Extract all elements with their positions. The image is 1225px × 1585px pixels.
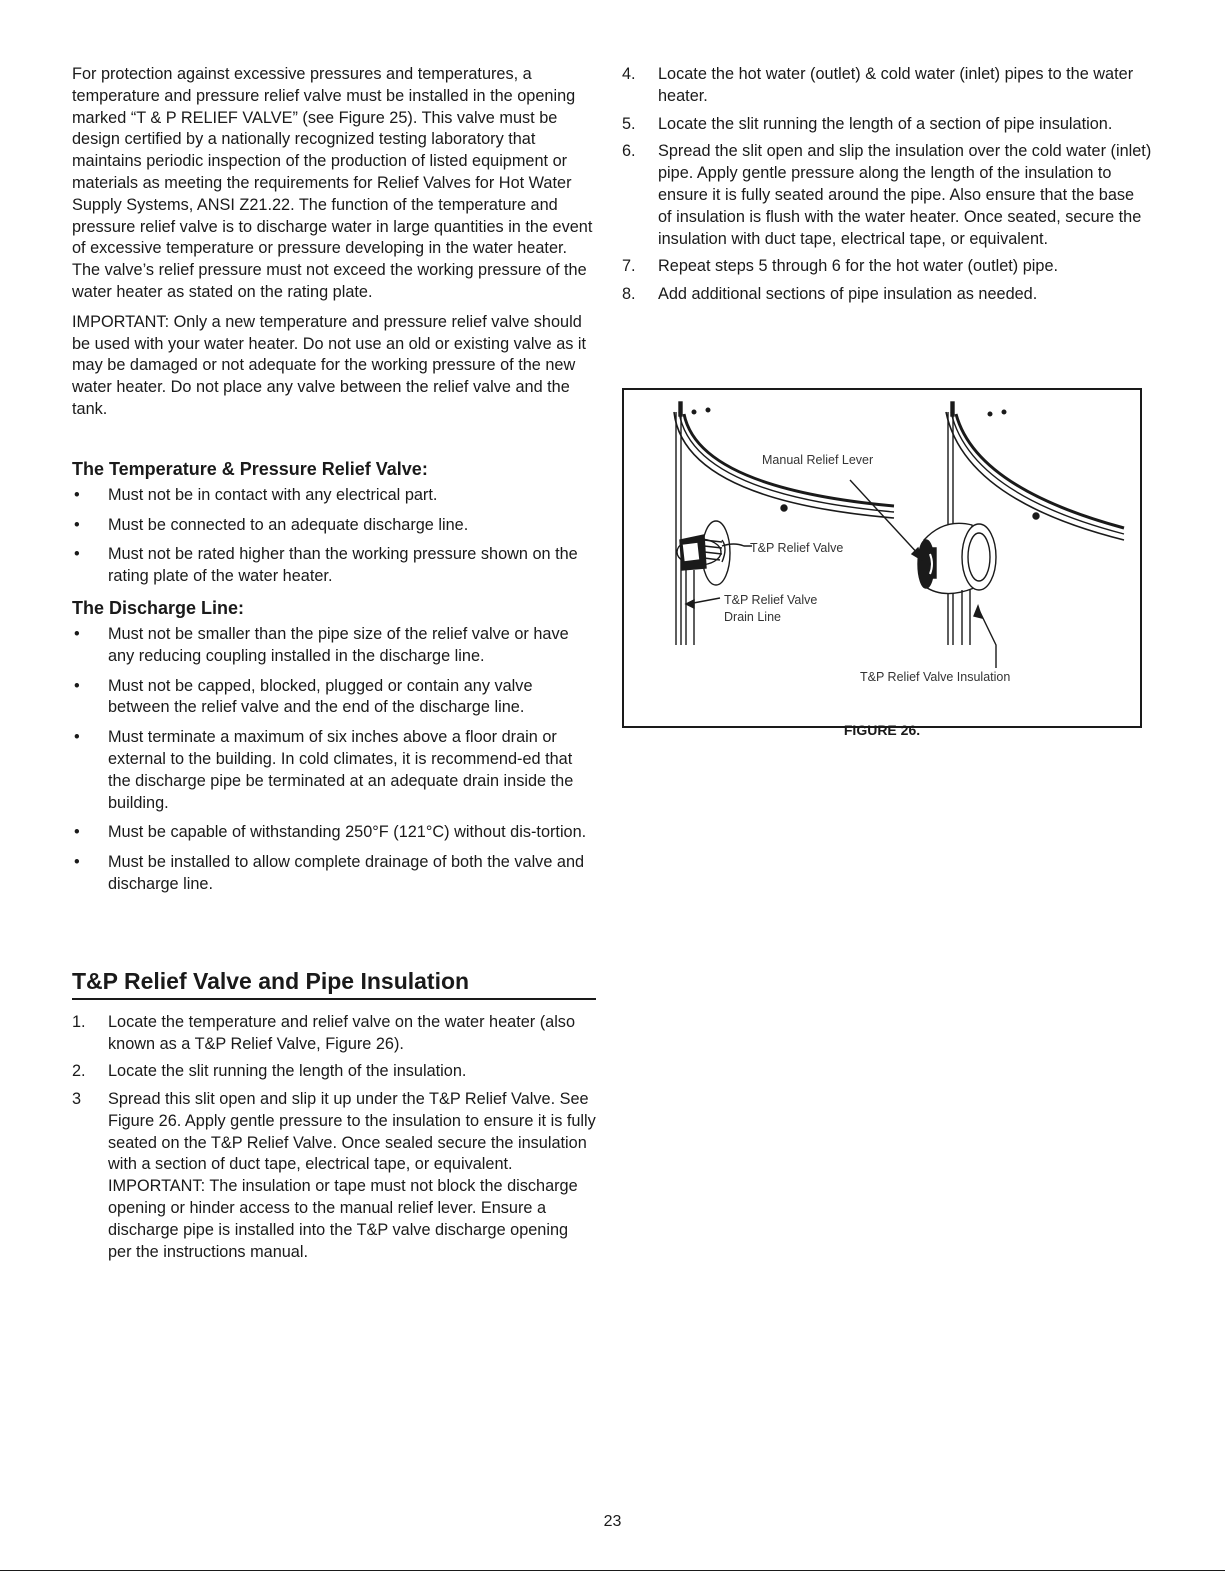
list-item: 2. Locate the slit running the length of the insulation. (72, 1062, 467, 1081)
left-tank-rivet (781, 505, 787, 511)
list-item: • Must not be in contact with any electrical part. (74, 485, 438, 504)
left-column (72, 64, 596, 1269)
label-manual-relief-lever: Manual Relief Lever (762, 453, 874, 467)
manual-lever-leader (850, 480, 920, 556)
right-drain-pipe (962, 590, 970, 645)
insulation-leader (980, 612, 996, 668)
list-item: 3 Spread this slit open and slip it up under the T&P Relief Valve. See Figure 26. Apply gentle pressure to the insulation to ensure it is fully seated on the T&P Relief Valve. Once sealed secure the insulation with a section of duct tape, electrical tape, or equivalent. IMPORTANT: The insulation or tape must not block the discharge opening or hinder access to the manual relief lever. Ensure a discharge pipe is installed into the T&P valve discharge opening per the instructions manual. (72, 1090, 596, 1261)
list-item: 7. Repeat steps 5 through 6 for the hot water (outlet) pipe. (622, 257, 1059, 276)
page-number: 23 (603, 1513, 622, 1530)
list-item: • Must be installed to allow complete drainage of both the valve and discharge line. (74, 853, 585, 893)
insulation-important-note: IMPORTANT: The insulation or tape must not block the discharge opening or hinder access to the manual relief lever. Ensure a discharge pipe is installed into the T&P valve discharge opening per the instructions manual. (108, 1177, 578, 1261)
right-tank-rivet (1033, 513, 1039, 519)
intro-paragraph: For protection against excessive pressures and temperatures, a temperature and pressure relief valve must be installed in the opening marked “T & P RELIEF VALVE” (see Figure 25). This valve must be design certified by a nationally recognized testing laboratory that maintains periodic inspection of the production of listed equipment or materials as meeting the requirements for Relief Valves for Hot Water Supply Systems, ANSI Z21.22. The function of the temperature and pressure relief valve is to discharge water in large quantities in the event of excessive temperature or pressure developing in the water heater. The valve’s relief pressure must not exceed the working pressure of the water heater as stated on the rating plate. (72, 65, 593, 301)
list-item: • Must not be capped, blocked, plugged or contain any valve between the relief valve and the end of the discharge line. (74, 676, 533, 717)
list-item: 4. Locate the hot water (outlet) & cold water (inlet) pipes to the water heater. (622, 65, 1134, 105)
list-item: 6. Spread the slit open and slip the insulation over the cold water (inlet) pipe. Apply gentle pressure along the length of the insulation to ensure it is fully seated around the pipe. Also ensure that the base of insulation is flush with the water heater. Once seated, secure the insulation with duct tape, electrical tape, or equivalent. (622, 142, 1152, 248)
label-tp-relief-valve: T&P Relief Valve (750, 541, 844, 555)
bottom-rule (0, 1570, 1225, 1571)
discharge-heading: The Discharge Line: (72, 597, 245, 618)
tp-valve-bullet-list (72, 485, 596, 588)
list-item: • Must not be rated higher than the working pressure shown on the rating plate of the water heater. (74, 545, 578, 586)
label-drain-line-1: T&P Relief Valve (724, 593, 818, 607)
figure-26 (622, 388, 1142, 738)
list-item: 5. Locate the slit running the length of a section of pipe insulation. (622, 114, 1113, 133)
insulation-step-list (72, 1012, 596, 1264)
tp-valve-leader (722, 544, 752, 546)
list-item: • Must terminate a maximum of six inches above a floor drain or external to the building. In cold climates, it is recommend-ed that the discharge pipe be terminated at an adequate drain inside the building. (74, 728, 574, 812)
list-item: 8. Add additional sections of pipe insulation as needed. (622, 285, 1038, 304)
right-column (622, 64, 1152, 312)
list-item: • Must not be smaller than the pipe size of the relief valve or have any reducing coupling installed in the discharge line. (74, 624, 569, 665)
tp-valve-heading: The Temperature & Pressure Relief Valve: (72, 458, 428, 479)
pipe-step-list (622, 64, 1152, 306)
list-item: 1. Locate the temperature and relief valve on the water heater (also known as a T&P Relief Valve, Figure 26). (72, 1012, 576, 1053)
important-paragraph: IMPORTANT: Only a new temperature and pressure relief valve should be used with your water heater. Do not use an old or existing valve as it may be damaged or not adequate for the working pressure of the new water heater. Do not place any valve between the relief valve and the tank. (72, 312, 587, 418)
relief-valve-illustration (624, 390, 1140, 726)
list-item: • Must be capable of withstanding 250°F (121°C) without dis-tortion. (74, 823, 587, 842)
label-drain-line-2: Drain Line (724, 610, 781, 624)
label-insulation: T&P Relief Valve Insulation (860, 670, 1011, 684)
insulation-section-title: T&P Relief Valve and Pipe Insulation (72, 968, 596, 1000)
discharge-bullet-list (72, 624, 596, 896)
list-item: • Must be connected to an adequate discharge line. (74, 515, 469, 534)
figure-caption: FIGURE 26. (843, 722, 921, 738)
